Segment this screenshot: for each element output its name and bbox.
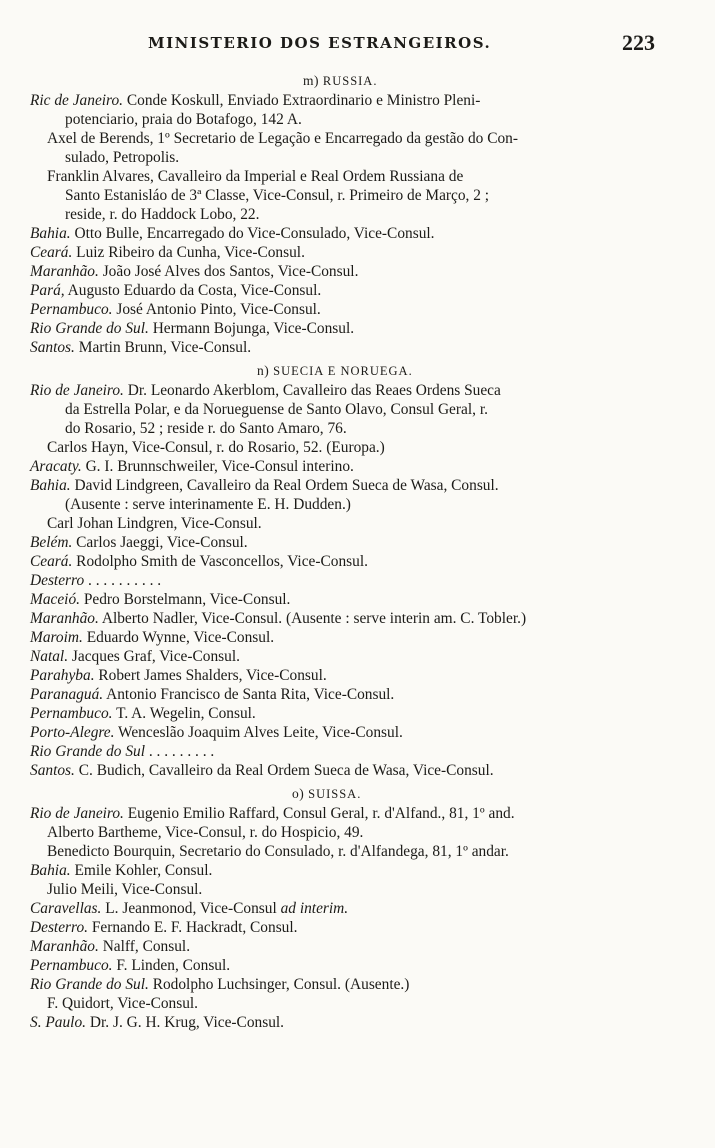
text-line	[65, 149, 179, 167]
place-name: Rio Grande do Sul.	[30, 976, 149, 993]
place-name: Bahia.	[30, 477, 71, 494]
text-line	[30, 572, 161, 590]
text-line	[47, 881, 202, 899]
text-line	[30, 477, 499, 495]
line-text: (Ausente : serve interinamente E. H. Dudden.)	[65, 496, 351, 513]
text-line	[30, 686, 394, 704]
text-line	[30, 553, 368, 571]
line-text: Benedicto Bourquin, Secretario do Consulado, r. d'Alfandega, 81, 1º andar.	[47, 843, 509, 860]
text-line	[30, 900, 348, 918]
line-text: m)	[303, 73, 323, 88]
text-line	[30, 805, 515, 823]
text-line	[30, 225, 435, 243]
place-name: Parahyba.	[30, 667, 95, 684]
place-name: S. Paulo.	[30, 1014, 87, 1031]
line-text: Luiz Ribeiro da Cunha, Vice-Consul.	[72, 244, 305, 261]
place-name: Aracaty.	[30, 458, 82, 475]
line-text: SUECIA E NORUEGA.	[273, 364, 413, 378]
place-name: Rio de Janeiro.	[30, 805, 124, 822]
line-text: Carl Johan Lindgren, Vice-Consul.	[47, 515, 262, 532]
line-text: Eugenio Emilio Raffard, Consul Geral, r. d'Alfand., 81, 1º and.	[123, 805, 515, 822]
place-name: Porto-Alegre.	[30, 724, 115, 741]
place-name: Rio Grande do Sul.	[30, 320, 149, 337]
text-line	[47, 439, 385, 457]
text-line	[30, 282, 321, 300]
place-name: Maranhão.	[30, 938, 99, 955]
place-name: Pará,	[30, 282, 65, 299]
text-line	[65, 206, 259, 224]
text-line	[30, 1014, 284, 1032]
text-line	[30, 705, 256, 723]
line-text: Rodolpho Luchsinger, Consul. (Ausente.)	[148, 976, 410, 993]
place-name: Maceió.	[30, 591, 80, 608]
text-line	[30, 382, 501, 400]
line-text: Santo Estanisláo de 3ª Classe, Vice-Consul, r. Primeiro de Março, 2 ;	[65, 187, 490, 204]
text-line	[65, 111, 302, 129]
text-line	[30, 591, 290, 609]
text-line	[65, 420, 347, 438]
place-name: Santos.	[30, 339, 75, 356]
place-name: Desterro	[30, 572, 85, 589]
line-text: o)	[292, 786, 309, 801]
line-text: F. Quidort, Vice-Consul.	[47, 995, 199, 1012]
place-name: Ceará.	[30, 553, 73, 570]
text-line	[47, 843, 509, 861]
line-text: Martin Brunn, Vice-Consul.	[74, 339, 252, 356]
line-text: Julio Meili, Vice-Consul.	[47, 881, 203, 898]
place-name: Rio de Janeiro.	[30, 382, 124, 399]
line-text: Hermann Bojunga, Vice-Consul.	[148, 320, 355, 337]
place-name: Rio Grande do Sul	[30, 743, 145, 760]
line-text: Alberto Bartheme, Vice-Consul, r. do Hospicio, 49.	[47, 824, 364, 841]
place-name: Bahia.	[30, 862, 71, 879]
text-line	[47, 130, 518, 148]
line-text: sulado, Petropolis.	[65, 149, 180, 166]
line-text: Conde Koskull, Enviado Extraordinario e Ministro Pleni-	[123, 92, 481, 109]
line-text: David Lindgreen, Cavalleiro da Real Ordem Sueca de Wasa, Consul.	[70, 477, 499, 494]
line-text: Carlos Jaeggi, Vice-Consul.	[72, 534, 248, 551]
place-name: Belém.	[30, 534, 73, 551]
line-text: Emile Kohler, Consul.	[70, 862, 213, 879]
line-text: Augusto Eduardo da Costa, Vice-Consul.	[64, 282, 322, 299]
place-name: Maranhão.	[30, 263, 99, 280]
line-text: Alberto Nadler, Vice-Consul. (Ausente : serve interin am. C. Tobler.)	[98, 610, 527, 627]
place-name: Desterro.	[30, 919, 88, 936]
line-text: C. Budich, Cavalleiro da Real Ordem Sueca de Wasa, Vice-Consul.	[74, 762, 494, 779]
text-line	[30, 648, 240, 666]
text-line	[30, 976, 409, 994]
line-text: T. A. Wegelin, Consul.	[112, 705, 256, 722]
place-name: ad interim.	[280, 900, 349, 917]
place-name: Santos.	[30, 762, 75, 779]
line-text: F. Linden, Consul.	[112, 957, 231, 974]
line-text: Jacques Graf, Vice-Consul.	[68, 648, 240, 665]
place-name: Ceará.	[30, 244, 73, 261]
place-name: Caravellas.	[30, 900, 102, 917]
line-text: Carlos Hayn, Vice-Consul, r. do Rosario, 52. (Europa.)	[47, 439, 385, 456]
text-line	[30, 862, 212, 880]
text-line	[30, 610, 526, 628]
line-text: SUISSA.	[308, 787, 362, 801]
text-line	[30, 301, 321, 319]
text-line	[47, 515, 262, 533]
place-name: Ric de Janeiro.	[30, 92, 124, 109]
line-text: Robert James Shalders, Vice-Consul.	[94, 667, 327, 684]
text-line	[30, 667, 327, 685]
line-text: do Rosario, 52 ; reside r. do Santo Amaro, 76.	[65, 420, 347, 437]
place-name: Pernambuco.	[30, 705, 113, 722]
line-text: reside, r. do Haddock Lobo, 22.	[65, 206, 260, 223]
text-line	[30, 263, 358, 281]
line-text: . . . . . . . . .	[145, 743, 215, 760]
text-line	[30, 92, 480, 110]
text-line	[47, 168, 463, 186]
text-line	[30, 629, 274, 647]
line-text: Rodolpho Smith de Vasconcellos, Vice-Consul.	[72, 553, 368, 570]
line-text: RUSSIA.	[322, 74, 378, 88]
text-line	[47, 824, 363, 842]
line-text: . . . . . . . . . .	[84, 572, 162, 589]
line-text: Dr. J. G. H. Krug, Vice-Consul.	[86, 1014, 285, 1031]
line-text: Eduardo Wynne, Vice-Consul.	[82, 629, 275, 646]
line-text: Antonio Francisco de Santa Rita, Vice-Consul.	[103, 686, 395, 703]
section-heading	[303, 72, 377, 90]
text-line	[30, 534, 248, 552]
text-line	[30, 244, 305, 262]
text-line	[65, 187, 489, 205]
line-text: L. Jeanmonod, Vice-Consul	[101, 900, 281, 917]
line-text: José Antonio Pinto, Vice-Consul.	[112, 301, 321, 318]
line-text: Axel de Berends, 1º Secretario de Legação e Encarregado da gestão do Con-	[47, 130, 518, 147]
place-name: Pernambuco.	[30, 301, 113, 318]
line-text: potenciario, praia do Botafogo, 142 A.	[65, 111, 302, 128]
text-line	[30, 458, 354, 476]
text-line	[30, 339, 251, 357]
place-name: Bahia.	[30, 225, 71, 242]
text-line	[30, 743, 214, 761]
text-line	[65, 401, 488, 419]
section-heading	[257, 362, 413, 380]
text-line	[30, 724, 403, 742]
running-title: MINISTERIO DOS ESTRANGEIROS.	[148, 34, 492, 52]
place-name: Maranhão.	[30, 610, 99, 627]
line-text: Pedro Borstelmann, Vice-Consul.	[80, 591, 291, 608]
line-text: Fernando E. F. Hackradt, Consul.	[88, 919, 298, 936]
text-line	[65, 496, 351, 514]
line-text: Franklin Alvares, Cavalleiro da Imperial e Real Ordem Russiana de	[47, 168, 464, 185]
line-text: Otto Bulle, Encarregado do Vice-Consulado, Vice-Consul.	[70, 225, 435, 242]
page-header	[0, 30, 715, 60]
line-text: da Estrella Polar, e da Norueguense de Santo Olavo, Consul Geral, r.	[65, 401, 488, 418]
line-text: n)	[257, 363, 274, 378]
place-name: Natal.	[30, 648, 69, 665]
place-name: Paranaguá.	[30, 686, 104, 703]
line-text: Wenceslão Joaquim Alves Leite, Vice-Consul.	[114, 724, 403, 741]
text-line	[30, 938, 190, 956]
text-line	[30, 957, 230, 975]
text-line	[47, 995, 198, 1013]
line-text: Nalff, Consul.	[98, 938, 191, 955]
text-line	[30, 762, 494, 780]
section-heading	[292, 785, 361, 803]
line-text: João José Alves dos Santos, Vice-Consul.	[98, 263, 359, 280]
page-number: 223	[622, 30, 655, 55]
line-text: G. I. Brunnschweiler, Vice-Consul interino.	[81, 458, 354, 475]
text-line	[30, 919, 298, 937]
line-text: Dr. Leonardo Akerblom, Cavalleiro das Reaes Ordens Sueca	[123, 382, 501, 399]
text-line	[30, 320, 354, 338]
place-name: Maroim.	[30, 629, 83, 646]
place-name: Pernambuco.	[30, 957, 113, 974]
